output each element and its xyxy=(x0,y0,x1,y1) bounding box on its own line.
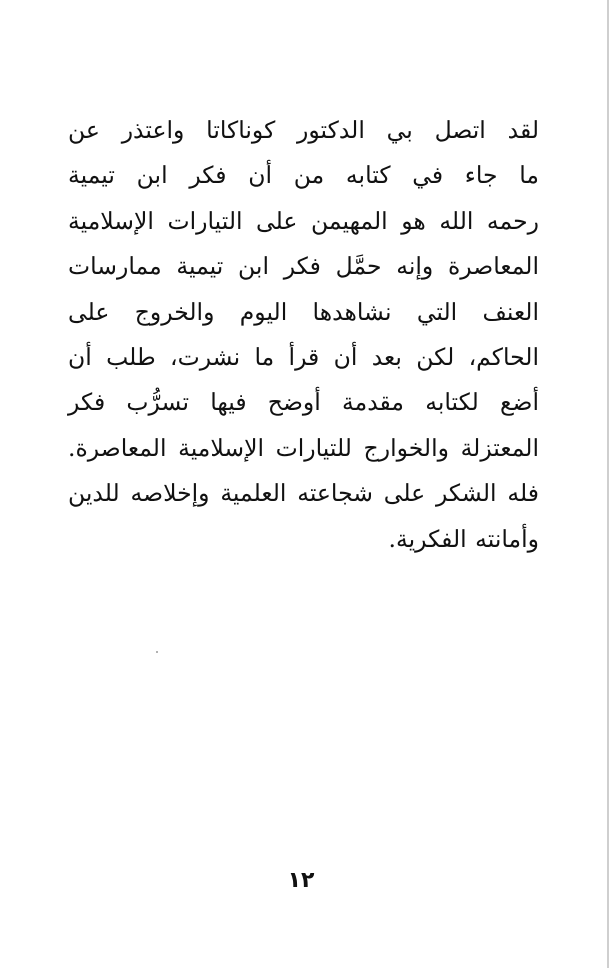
paragraph-line: ما جاء في كتابه من أن فكر ابن تيمية xyxy=(68,161,539,190)
paragraph-line: الحاكم، لكن بعد أن قرأ ما نشرت، طلب أن xyxy=(68,342,539,371)
paragraph-line: لقد اتصل بي الدكتور كوناكاتا واعتذر عن xyxy=(68,116,539,144)
page-number: ١٢ xyxy=(287,868,315,893)
paragraph-line: رحمه الله هو المهيمن على التيارات الإسلامية xyxy=(68,206,539,235)
paragraph-line: المعاصرة وإنه حمَّل فكر ابن تيمية ممارسات xyxy=(68,252,539,281)
paragraph-line: وأمانته الفكرية. xyxy=(388,524,539,553)
body-paragraph xyxy=(68,108,539,562)
paragraph-line: العنف التي نشاهدها اليوم والخروج على xyxy=(68,297,539,326)
scan-speck xyxy=(156,651,158,653)
paragraph-line: المعتزلة والخوارج للتيارات الإسلامية المعاصرة. xyxy=(68,433,539,462)
paragraph-line: أضع لكتابه مقدمة أوضح فيها تسرُّب فكر xyxy=(68,388,539,417)
paragraph-line: فله الشكر على شجاعته العلمية وإخلاصه للدين xyxy=(68,479,539,508)
